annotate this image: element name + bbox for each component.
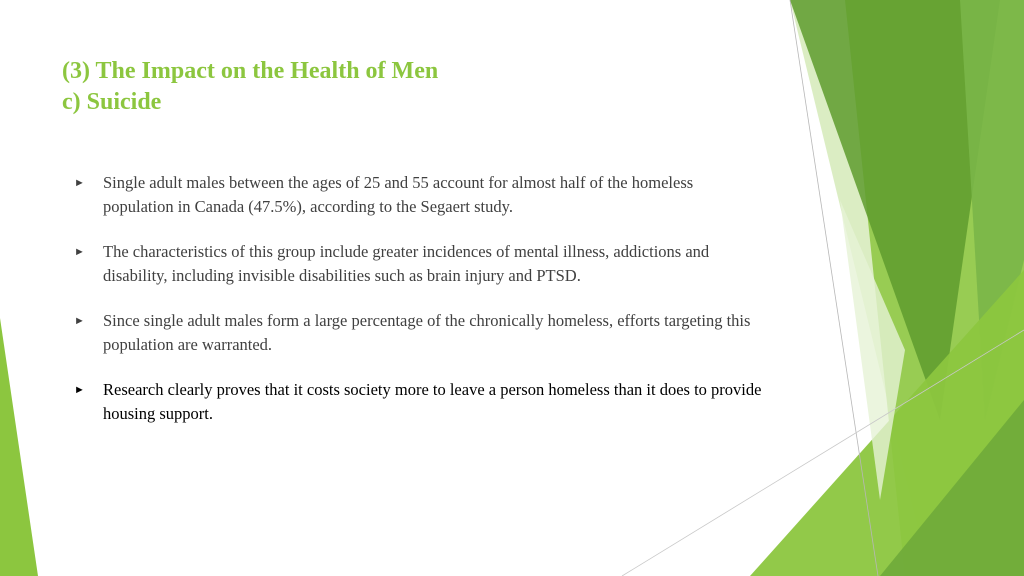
bullet-arrow-icon: ► <box>74 384 85 396</box>
bullet-text-3: Since single adult males form a large percentage of the chronically homeless, efforts targeting this population are warranted. <box>103 311 751 354</box>
bullet-text-2: The characteristics of this group include greater incidences of mental illness, addictions and disability, including invisible disabilities such as brain injury and PTSD. <box>103 242 710 285</box>
title-line-2: c) Suicide <box>62 89 162 115</box>
title-line-1: (3) The Impact on the Health of Men <box>62 58 439 84</box>
slide-title <box>62 56 438 118</box>
bullet-text-4: Research clearly proves that it costs society more to leave a person homeless than it does to provide housing support. <box>103 380 762 423</box>
bullet-arrow-icon: ► <box>74 315 85 327</box>
bullet-arrow-icon: ► <box>74 177 85 189</box>
bullet-list <box>74 171 764 426</box>
left-green-sliver <box>0 318 38 576</box>
bullet-item-2 <box>74 240 764 288</box>
bullet-item-1 <box>74 171 764 219</box>
bullet-item-3 <box>74 309 764 357</box>
bullet-item-4 <box>74 378 764 426</box>
bullet-arrow-icon: ► <box>74 246 85 258</box>
bullet-text-1: Single adult males between the ages of 25 and 55 account for almost half of the homeless population in Canada (47.5%), according to the Segaert study. <box>103 173 694 216</box>
